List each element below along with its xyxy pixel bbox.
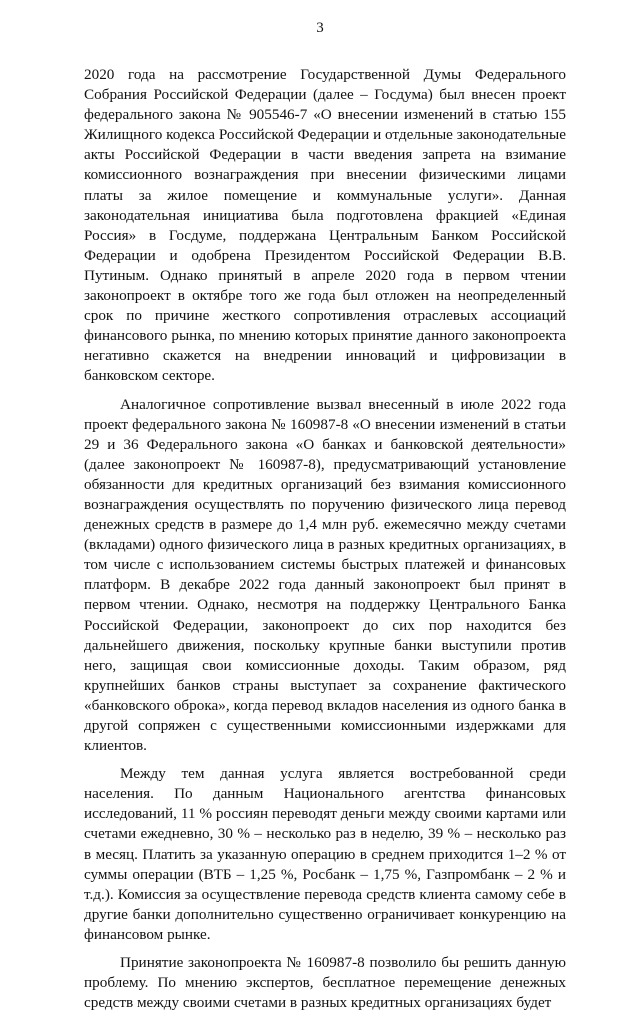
- page-number: 3: [316, 20, 324, 36]
- paragraph-4: Принятие законопроекта № 160987-8 позволило бы решить данную проблему. По мнению экспертов, бесплатное перемещение денежных средств между своими счетами в разных кредитных организациях будет: [84, 954, 566, 1012]
- paragraph-1: 2020 года на рассмотрение Государственной Думы Федерального Собрания Российской Федерации (далее – Госдума) был внесен проект федерального закона № 905546-7 «О внесении изменений в статью 155 Жилищного кодекса Российской Федерации и отдельные законодательные акты Российской Федерации в части введения запрета на взимание комиссионного вознаграждения при внесении физическими лицами платы за жилое помещение и коммунальные услуги». Данная законодательная инициатива была подготовлена фракцией «Единая Россия» в Госдуме, поддержана Центральным Банком Российской Федерации и одобрена Президентом Российской Федерации В.В. Путиным. Однако принятый в апреле 2020 года в первом чтении законопроект в октябре того же года был отложен на неопределенный срок по причине жесткого сопротивления отраслевых ассоциаций финансового рынка, по мнению которых принятие данного законопроекта негативно скажется на внедрении инноваций и цифровизации в банковском секторе.: [84, 66, 566, 385]
- paragraph-3: Между тем данная услуга является востребованной среди населения. По данным Национального агентства финансовых исследований, 11 % россиян переводят деньги между своими картами или счетами ежедневно, 30 % – несколько раз в неделю, 39 % – несколько раз в месяц. Платить за указанную операцию в среднем приходится 1–2 % от суммы операции (ВТБ – 1,25 %, Росбанк – 1,75 %, Газпромбанк – 2 % и т.д.). Комиссия за осуществление перевода средств клиента самому себе в другие банки дополнительно существенно ограничивает конкуренцию на финансовом рынке.: [84, 765, 566, 943]
- paragraph-2: Аналогичное сопротивление вызвал внесенный в июле 2022 года проект федерального закона № 160987-8 «О внесении изменений в статьи 29 и 36 Федерального закона «О банках и банковской деятельности» (далее законопроект № 160987-8), предусматривающий установление обязанности для кредитных организаций без взимания комиссионного вознаграждения осуществлять по поручению физического лица перевод денежных средств в размере до 1,4 млн руб. ежемесячно между счетами (вкладами) одного физического лица в разных кредитных организациях, в том числе с использованием системы быстрых платежей и финансовых платформ. В декабре 2022 года данный законопроект был принят в первом чтении. Однако, несмотря на поддержку Центрального Банка Российской Федерации, законопроект до сих пор находится без дальнейшего движения, поскольку крупные банки выступили против него, защищая свои комиссионные доходы. Таким образом, ряд крупнейших банков страны выступает за сохранение фактического «банковского оброка», когда перевод вкладов населения из одного банка в другой сопряжен с существенными комиссионными издержками для клиентов.: [84, 395, 566, 755]
- document-body: [84, 65, 566, 1013]
